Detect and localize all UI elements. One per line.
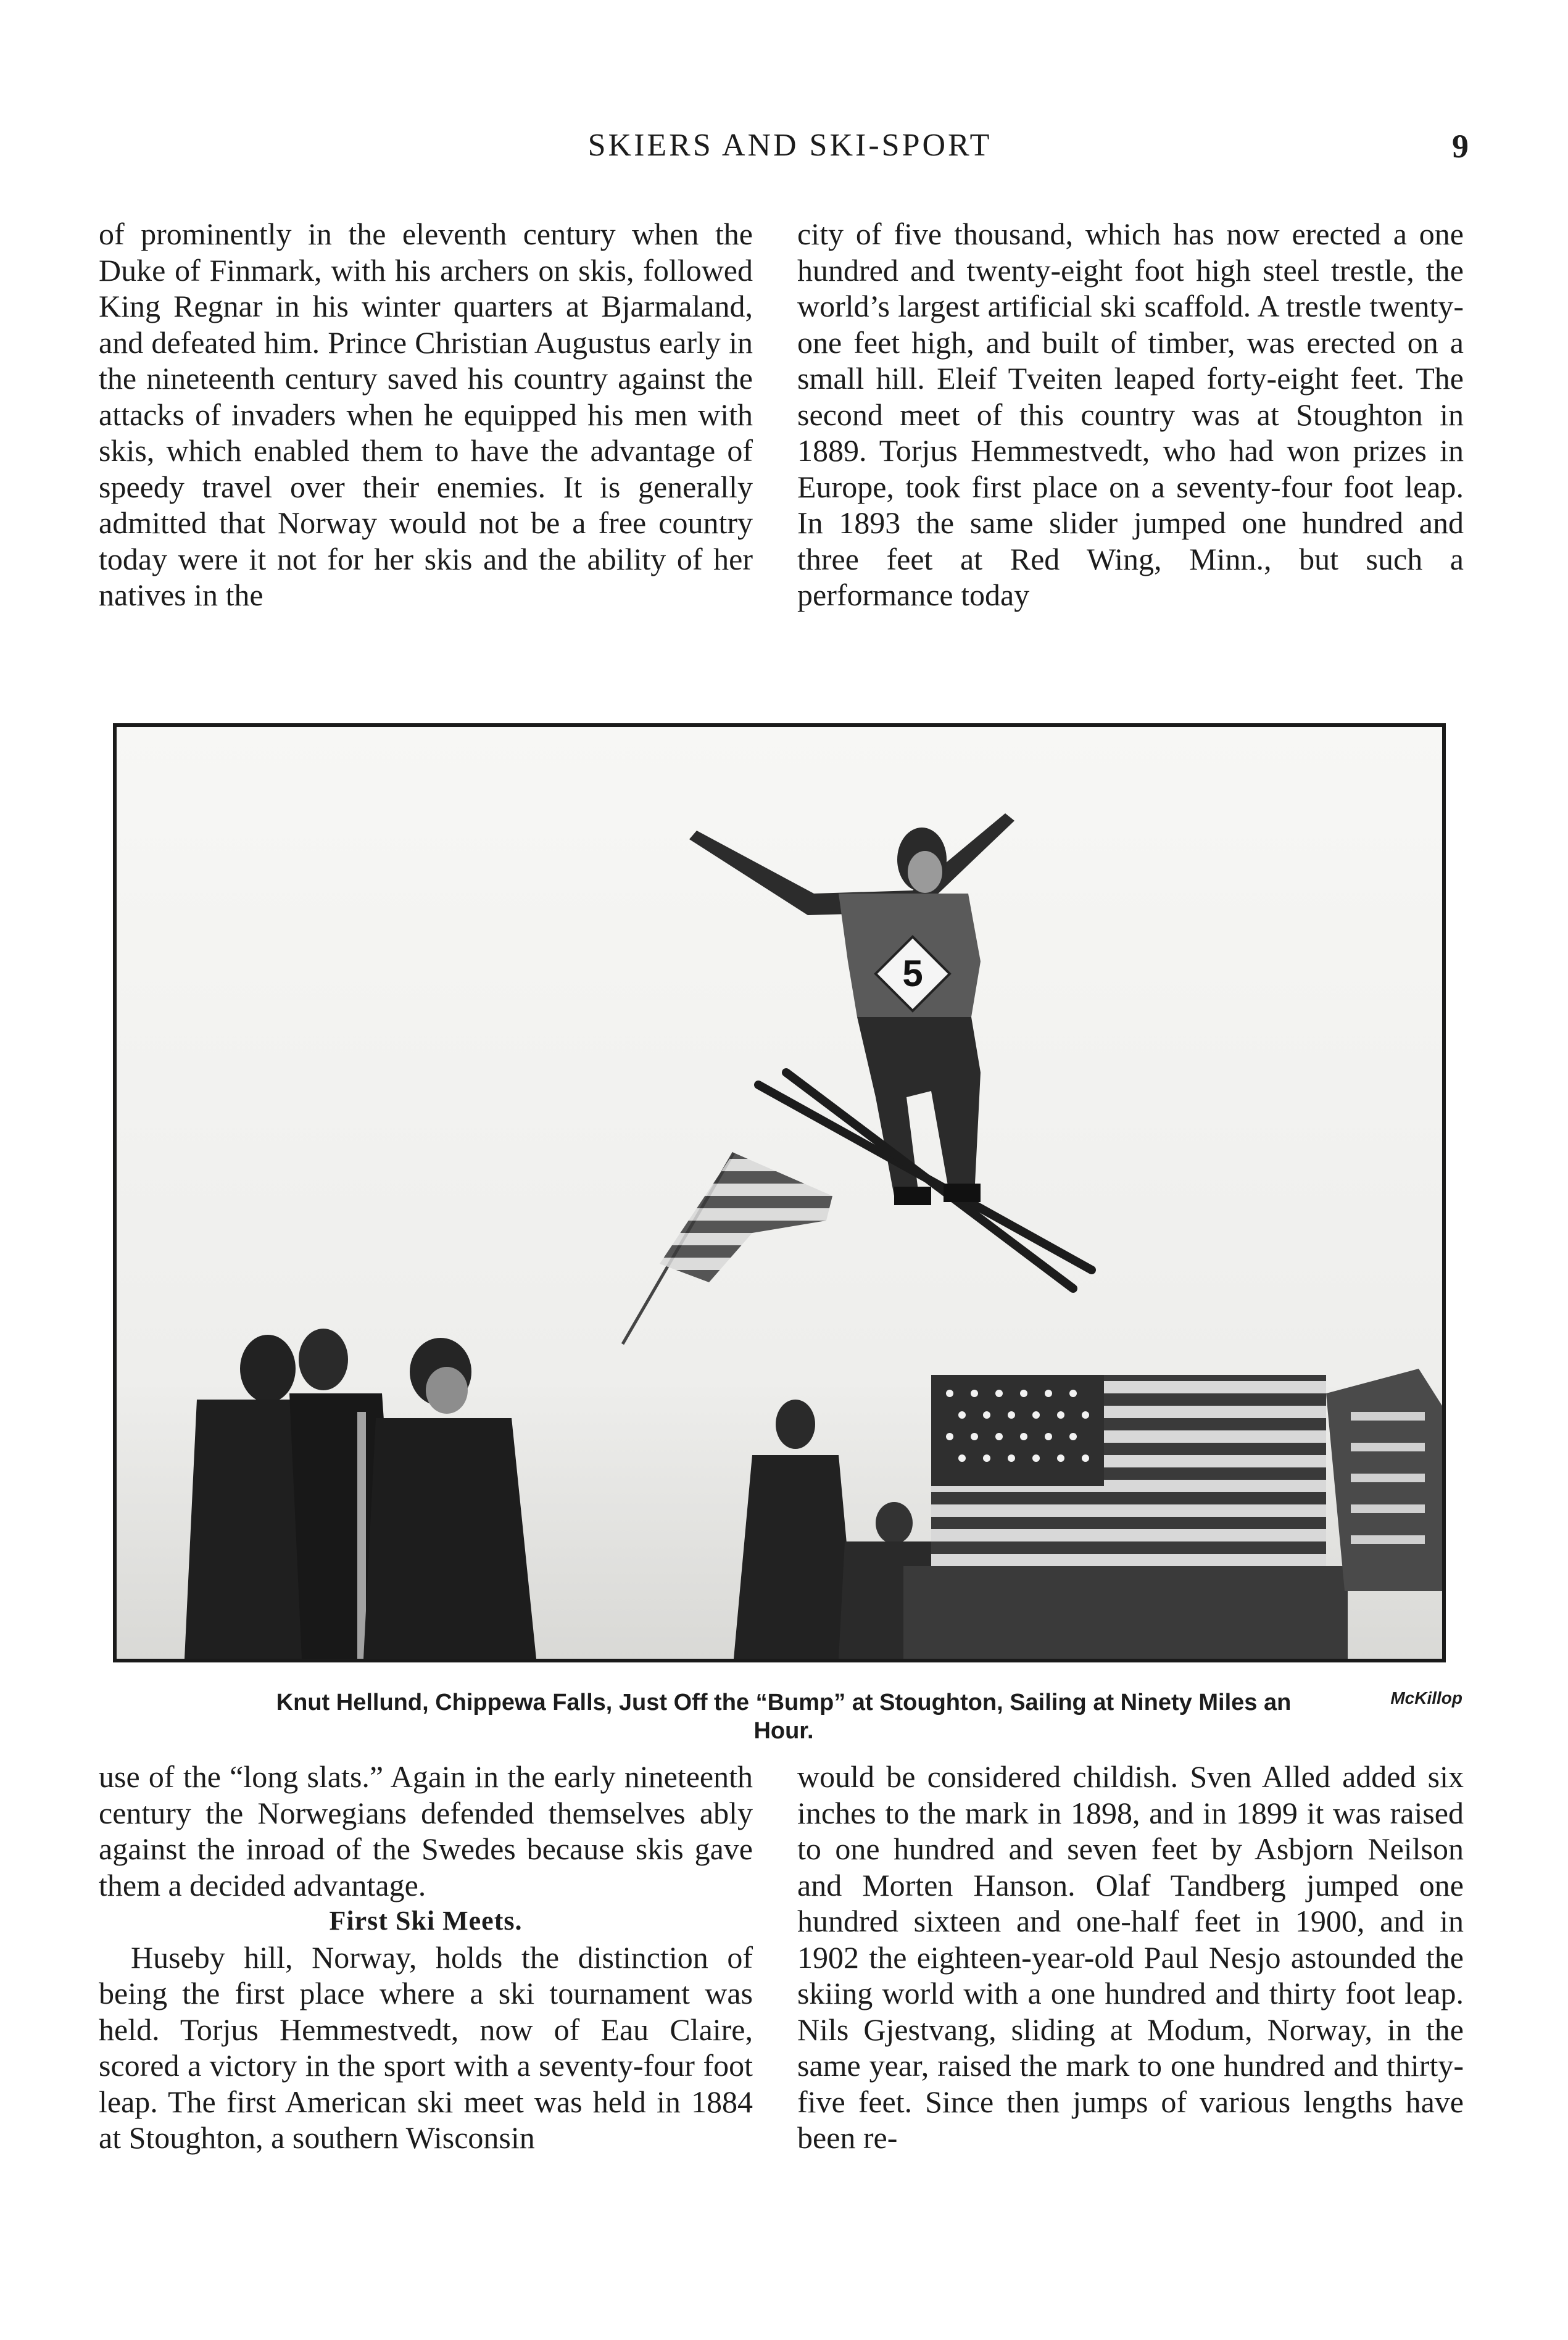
paragraph-bottom-right: would be considered childish. Sven Alled added six inches to the mark in 1898, and in 1899 it was raised to one hundred and seven feet by Asbjorn Neilson and Morten Hanson. Olaf Tandberg jumped one hundred sixteen and one-half feet in 1900, and in 1902 the eighteen-year-old Paul Nesjo astounded the skiing world with a one hundred and thirty foot leap. Nils Gjestvang, sliding at Modum, Norway, in the same year, raised the mark to one hundred and thirty-five feet. Since then jumps of various lengths have been re- [797, 1759, 1464, 2155]
section-heading: First Ski Meets. [329, 1906, 523, 1936]
ski-jump-photograph [113, 723, 1446, 1662]
column-bottom-right [797, 1759, 1464, 2156]
paragraph-top-left: of prominently in the eleventh century when the Duke of Finmark, with his archers on skis, followed King Regnar in his winter quarters at Bjarmaland, and defeated him. Prince Christian Augustus early in the nineteenth century saved his country against the attacks of invaders when he equipped his men with skis, which enabled them to have the advantage of speedy travel over their enemies. It is generally admitted that Norway would not be a free country today were it not for her skis and the ability of her natives in the [99, 217, 753, 612]
running-title: SKIERS AND SKI-SPORT [587, 128, 992, 163]
bib-number: 5 [902, 953, 923, 994]
photo-caption: Knut Hellund, Chippewa Falls, Just Off the “Bump” at Stoughton, Sailing at Ninety Miles an Hour. [276, 1690, 1292, 1744]
paragraph-first-ski-meets: Huseby hill, Norway, holds the distinction of being the first place where a ski tournament was held. Torjus Hemmestvedt, now of Eau Claire, scored a victory in the sport with a seventy-four foot leap. The first American ski meet was held in 1884 at Stoughton, a southern Wisconsin [99, 1940, 753, 2155]
page-number: 9 [1452, 128, 1469, 165]
column-top-right [797, 216, 1464, 613]
american-flag [931, 1375, 1326, 1579]
paragraph-continuation: use of the “long slats.” Again in the early nineteenth century the Norwegians defended themselves ably against the inroad of the Swedes because skis gave them a decided advantage. [99, 1759, 753, 1902]
photo-illustration [117, 727, 1442, 1659]
column-top-left [99, 216, 753, 613]
photo-credit: McKillop [1390, 1688, 1462, 1707]
column-bottom-left [99, 1759, 753, 2156]
paragraph-top-right: city of five thousand, which has now erected a one hundred and twenty-eight foot high steel trestle, the world’s largest artificial ski scaffold. A trestle twenty-one feet high, and built of timber, was erected on a small hill. Eleif Tveiten leaped forty-eight feet. The second meet of this country was at Stoughton in 1889. Torjus Hemmestvedt, who had won prizes in Europe, took first place on a seventy-four foot leap. In 1893 the same slider jumped one hundred and three feet at Red Wing, Minn., but such a performance today [797, 217, 1464, 612]
